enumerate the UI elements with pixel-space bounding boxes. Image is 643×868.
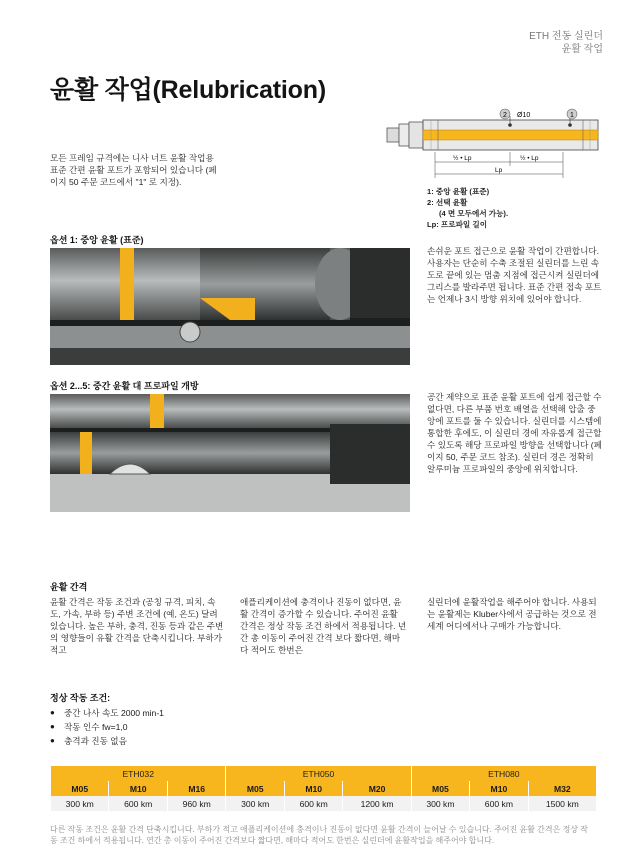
half-lp-right: ½ • Lp (520, 155, 539, 162)
condition-item: ● 충격과 진동 없음 (50, 734, 164, 748)
legend-item-1: 1: 중앙 윤활 (표준) (427, 187, 490, 196)
value-cell: 960 km (168, 796, 225, 811)
size-cell: M10 (109, 781, 166, 796)
conditions-heading: 정상 작동 조건: (50, 693, 111, 703)
condition-item: ● 중간 나사 속도 2000 min-1 (50, 706, 164, 720)
option2-text: 공간 제약으로 표준 윤활 포트에 쉽게 접근할 수 없다면, 다른 부품 번호 배열을 선택해 압출 중앙에 포트를 둘 수 있습니다. 실린더를 시스템에 통합한 후에도, 이 실린더 경에 자유롭게 접근할 수 있도록 해당 프로파일 방향을 선택합니다 (페이지 50, 주문 코드 참조). 실린더 경은 정확히 알루미늄 프로파일의 중앙에 위치합니다. (427, 392, 602, 474)
value-cell: 1200 km (343, 796, 410, 811)
size-cell: M05 (412, 781, 469, 796)
value-cell: 600 km (470, 796, 527, 811)
callout-2-label: 2 (503, 112, 507, 119)
interval-heading: 윤활 간격 (50, 582, 88, 592)
legend-item-2: 2: 선택 윤활 (427, 198, 468, 207)
table-row-groups (51, 766, 596, 781)
size-cell: M32 (529, 781, 596, 796)
option2-heading: 옵션 2...5: 중간 윤활 대 프로파일 개방 (50, 381, 199, 391)
value-cell: 300 km (412, 796, 469, 811)
group-eth050: ETH050 (226, 766, 410, 781)
size-cell: M05 (226, 781, 283, 796)
lp-label: Lp (495, 167, 503, 174)
bore-label: Ø10 (517, 112, 531, 119)
header-product: ETH 전동 실린더 (529, 31, 603, 42)
group-eth032: ETH032 (51, 766, 225, 781)
size-cell: M10 (285, 781, 342, 796)
interval-col3: 실린더에 윤활작업을 해주어야 합니다. 사용되는 윤활제는 Kluber사에서 공급하는 것으로 전세계 어디에서나 구매가 가능합니다. (427, 597, 597, 631)
central-lubrication-illustration (50, 248, 410, 365)
option2-photo (50, 394, 410, 512)
value-cell: 1500 km (529, 796, 596, 811)
legend-item-3: Lp: 프로파일 길이 (427, 220, 488, 229)
option1-heading: 옵션 1: 중앙 윤활 (표준) (50, 235, 144, 245)
size-cell: M16 (168, 781, 225, 796)
value-cell: 600 km (109, 796, 166, 811)
value-cell: 300 km (226, 796, 283, 811)
header-section: 윤활 작업 (561, 44, 603, 55)
table-row-values (51, 796, 596, 811)
interval-col1: 윤활 간격은 작동 조건과 (공칭 규격, 피치, 속도, 가속, 부하 등) 주변 조건에 (예, 온도) 달려 있습니다. 높은 부하, 충격, 진동 등과 같은 주변의 영향들이 유활 간격을 단축시킵니다. 부하가 적고 (50, 597, 224, 655)
callout-1-label: 1 (570, 112, 574, 119)
running-header (529, 30, 603, 56)
half-lp-left: ½ • Lp (453, 155, 472, 162)
diagram-legend (427, 186, 508, 230)
interval-table (50, 766, 597, 811)
condition-item: ● 작동 인수 fw=1,0 (50, 720, 164, 734)
option1-photo (50, 248, 410, 365)
value-cell: 300 km (51, 796, 108, 811)
legend-item-2-note: (4 면 모두에서 가능). (439, 209, 509, 218)
conditions-list (50, 706, 164, 748)
size-cell: M20 (343, 781, 410, 796)
interval-col2: 애플리케이션에 충격이나 진동이 없다면, 윤활 간격이 증가할 수 있습니다. 주어진 윤활 간격은 정상 작동 조건 하에서 적용됩니다. 년간 총 이동이 주어진 간격 보다 짧다면, 해마다 적어도 한번은 (240, 597, 407, 655)
footnote: 다른 작동 조건은 윤활 간격 단축시킵니다. 부하가 적고 애플리케이션에 충격이나 진동이 없다면 윤활 간격이 늘어날 수 있습니다. 주어진 윤활 간격은 정상 작동 조건 하에서 적용됩니다. 연간 총 이동이 주어진 간격보다 짧다면, 해마다 적어도 한번은 실린더에 윤활작업을 해주어야 합니다. (50, 825, 588, 845)
intro-paragraph: 모든 프레임 규격에는 니사 너트 윤활 작업용 표준 간편 윤활 포트가 포함되어 있습니다 (페이지 50 주문 코드에서 "1" 로 지정). (50, 153, 217, 187)
size-cell: M10 (470, 781, 527, 796)
size-cell: M05 (51, 781, 108, 796)
value-cell: 600 km (285, 796, 342, 811)
option1-text: 손쉬운 포트 접근으로 윤활 작업이 간편합니다. 사용자는 단순히 수축 조절된 실린더를 느린 속도로 끝에 있는 멈춤 지점에 접근시켜 실린더에 그리스를 발라주면 됩니다. 표준 간편 접속 포트는 언제나 3시 방향 위치에 있어야 합니다. (427, 246, 602, 304)
group-eth080: ETH080 (412, 766, 596, 781)
table-row-sizes (51, 781, 596, 796)
intermediate-lubrication-illustration (50, 394, 410, 512)
page-title: 윤활 작업(Relubrication) (50, 76, 326, 104)
cylinder-diagram (383, 108, 608, 190)
